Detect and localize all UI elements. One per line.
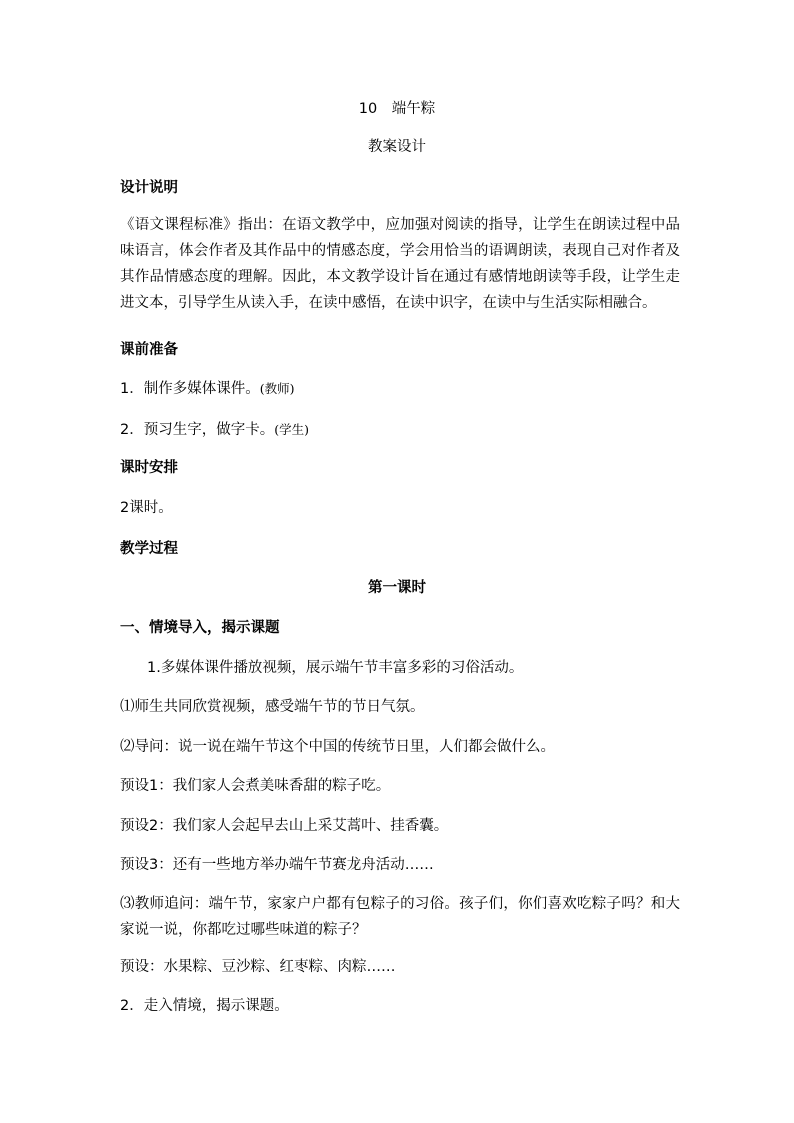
preset-4: 预设：水果粽、豆沙粽、红枣粽、肉粽…… [120, 959, 396, 975]
preset-1: 预设1：我们家人会煮美味香甜的粽子吃。 [120, 778, 391, 794]
prep-heading: 课前准备 [120, 342, 178, 358]
step-1: 1.多媒体课件播放视频，展示端午节丰富多彩的习俗活动。 [147, 660, 524, 676]
first-lesson-title: 第一课时 [368, 580, 426, 596]
step-1-a: ⑴师生共同欣赏视频，感受端午节的节日气氛。 [120, 699, 425, 715]
lesson-title: 10 端午粽 [358, 101, 436, 117]
prep-item-1-note: (教师) [259, 381, 295, 396]
design-heading: 设计说明 [120, 180, 178, 196]
schedule-heading: 课时安排 [120, 460, 178, 476]
preset-2: 预设2：我们家人会起早去山上采艾蒿叶、挂香囊。 [120, 818, 449, 834]
prep-item-2-text: 2．预习生字，做字卡。 [120, 422, 275, 438]
prep-item-2 [120, 420, 680, 440]
prep-item-2-note: (学生) [274, 422, 309, 437]
step-1-c: ⑶教师追问：端午节，家家户户都有包粽子的习俗。孩子们，你们喜欢吃粽子吗？和大家说一说，你都吃过哪些味道的粽子？ [120, 896, 680, 938]
schedule-text: 2课时。 [120, 500, 173, 516]
prep-item-1 [120, 379, 680, 399]
document-subtitle: 教案设计 [368, 139, 426, 155]
step-1-b: ⑵导问：说一说在端午节这个中国的传统节日里，人们都会做什么。 [120, 739, 555, 755]
design-paragraph: 《语文课程标准》指出：在语文教学中，应加强对阅读的指导，让学生在朗读过程中品味语言，体会作者及其作品中的情感态度，学会用恰当的语调朗读，表现自己对作者及其作品情感态度的理解。因此，本文教学设计旨在通过有感情地朗读等手段，让学生走进文本，引导学生从读入手，在读中感悟，在读中识字，在读中与生活实际相融合。 [120, 217, 680, 311]
section-1-heading: 一、情境导入，揭示课题 [120, 620, 280, 636]
process-heading: 教学过程 [120, 541, 178, 557]
step-2: 2．走入情境，揭示课题。 [120, 998, 289, 1014]
prep-item-1-text: 1．制作多媒体课件。 [120, 381, 260, 397]
preset-3: 预设3：还有一些地方举办端午节赛龙舟活动…… [120, 857, 434, 873]
